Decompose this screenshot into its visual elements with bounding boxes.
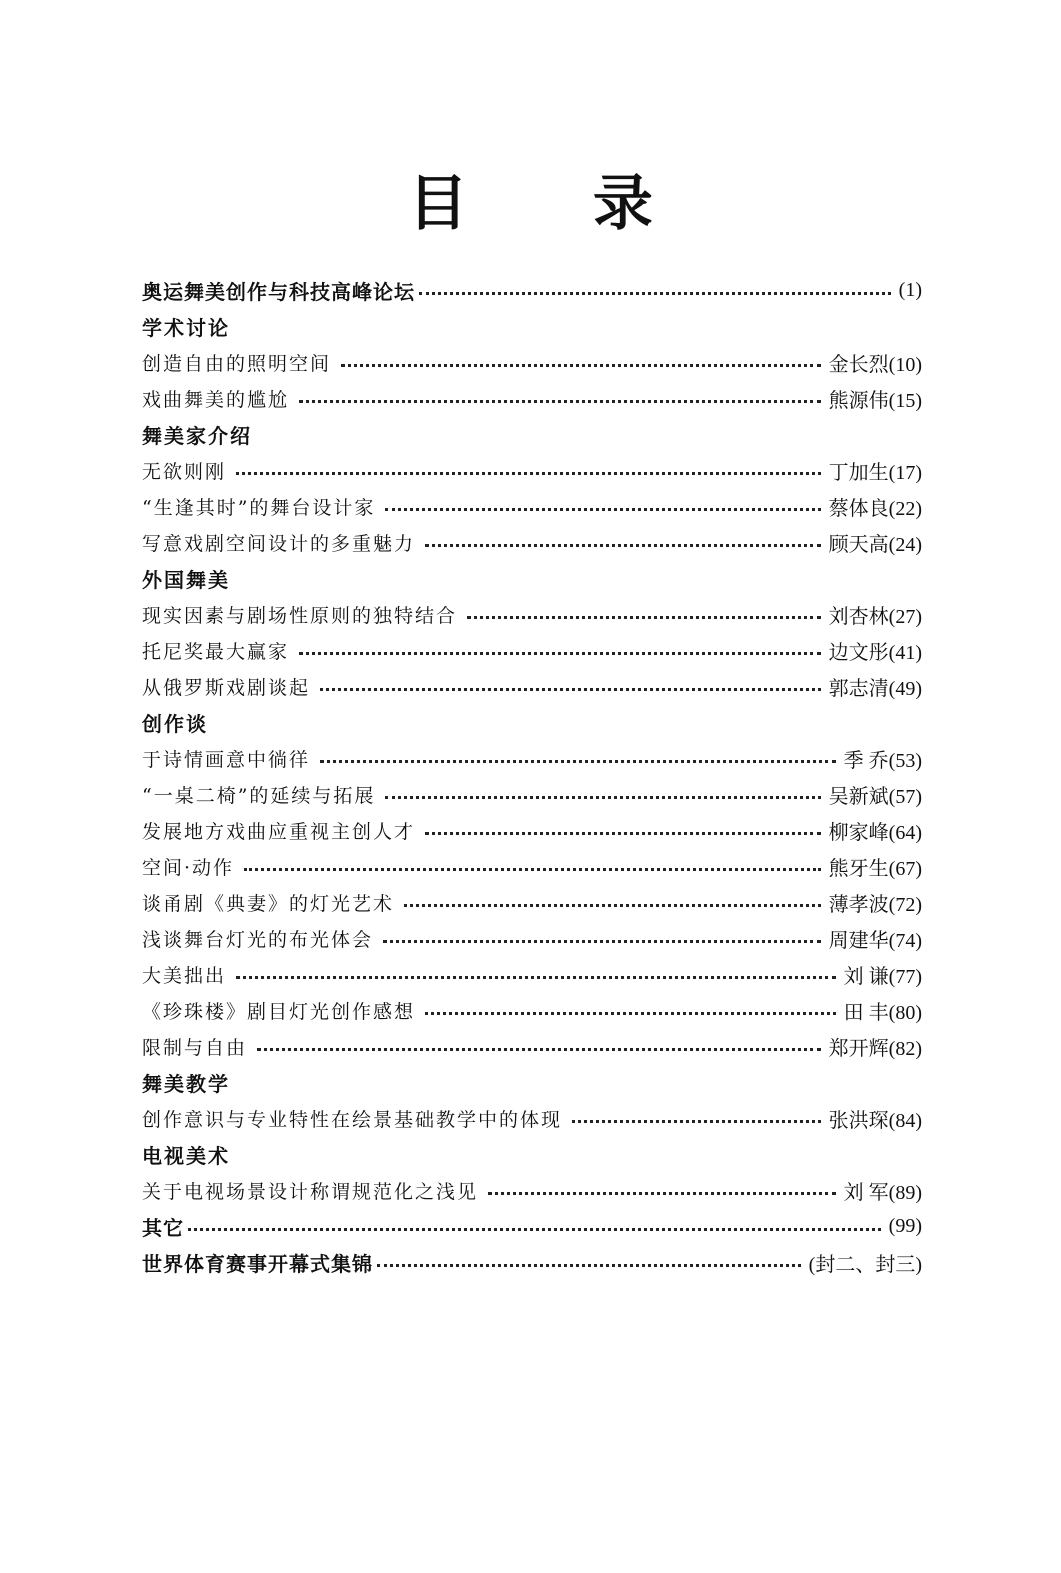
toc-entry bbox=[142, 272, 922, 308]
entry-title: “生逢其时”的舞台设计家 bbox=[142, 496, 376, 519]
toc-section-heading bbox=[142, 416, 922, 452]
toc-entry bbox=[142, 992, 922, 1028]
entry-title: 托尼奖最大赢家 bbox=[142, 640, 290, 663]
entry-title: 关于电视场景设计称谓规范化之浅见 bbox=[142, 1180, 479, 1203]
entry-author-page: 郑开辉(82) bbox=[828, 1037, 922, 1060]
dot-leader bbox=[188, 1208, 881, 1231]
entry-title: 创作意识与专业特性在绘景基础教学中的体现 bbox=[142, 1108, 563, 1131]
page-title: 目 录 bbox=[408, 169, 705, 239]
toc-entry bbox=[142, 1028, 922, 1064]
entry-title: 限制与自由 bbox=[142, 1036, 248, 1059]
toc-section-heading bbox=[142, 560, 922, 596]
toc-entry bbox=[142, 524, 922, 560]
section-title: 舞美家介绍 bbox=[142, 423, 252, 448]
entry-author-page: 熊源伟(15) bbox=[828, 389, 922, 412]
entry-title: 于诗情画意中徜徉 bbox=[142, 748, 311, 771]
toc-section-heading bbox=[142, 1136, 922, 1172]
section-title: 创作谈 bbox=[142, 711, 208, 736]
dot-leader bbox=[320, 740, 836, 763]
dot-leader bbox=[572, 1100, 821, 1123]
entry-author-page: 金长烈(10) bbox=[828, 353, 922, 376]
dot-leader bbox=[299, 380, 821, 403]
toc-section-heading bbox=[142, 308, 922, 344]
toc-entry bbox=[142, 380, 922, 416]
dot-leader bbox=[425, 812, 821, 835]
entry-author-page: 边文彤(41) bbox=[828, 641, 922, 664]
dot-leader bbox=[425, 524, 821, 547]
toc-section-heading bbox=[142, 704, 922, 740]
dot-leader bbox=[383, 920, 821, 943]
toc-entry bbox=[142, 488, 922, 524]
dot-leader bbox=[488, 1172, 836, 1195]
entry-title: 世界体育赛事开幕式集锦 bbox=[142, 1251, 373, 1276]
entry-author-page: 熊牙生(67) bbox=[828, 857, 922, 880]
toc-entry bbox=[142, 920, 922, 956]
dot-leader bbox=[257, 1028, 821, 1051]
entry-title: 发展地方戏曲应重视主创人才 bbox=[142, 820, 416, 843]
dot-leader bbox=[244, 848, 821, 871]
entry-title: 其它 bbox=[142, 1215, 184, 1240]
dot-leader bbox=[419, 272, 891, 295]
toc-entry bbox=[142, 776, 922, 812]
entry-title: 戏曲舞美的尴尬 bbox=[142, 388, 290, 411]
dot-leader bbox=[236, 956, 836, 979]
dot-leader bbox=[377, 1244, 801, 1267]
dot-leader bbox=[385, 776, 820, 799]
entry-author-page: 刘 军(89) bbox=[843, 1181, 922, 1204]
entry-author-page: 吴新斌(57) bbox=[828, 785, 922, 808]
dot-leader bbox=[467, 596, 821, 619]
toc-entry bbox=[142, 1172, 922, 1208]
entry-author-page: (1) bbox=[898, 278, 922, 301]
section-title: 外国舞美 bbox=[142, 567, 230, 592]
dot-leader bbox=[341, 344, 821, 367]
entry-author-page: 周建华(74) bbox=[828, 929, 922, 952]
toc-entry bbox=[142, 812, 922, 848]
entry-author-page: 顾天高(24) bbox=[828, 533, 922, 556]
entry-author-page: 刘杏林(27) bbox=[828, 605, 922, 628]
dot-leader bbox=[425, 992, 836, 1015]
entry-author-page: (封二、封三) bbox=[808, 1253, 922, 1276]
toc-entry bbox=[142, 956, 922, 992]
entry-author-page: (99) bbox=[888, 1214, 922, 1237]
dot-leader bbox=[236, 452, 821, 475]
toc-entry bbox=[142, 668, 922, 704]
toc-section-heading bbox=[142, 1064, 922, 1100]
entry-title: 大美拙出 bbox=[142, 964, 227, 987]
toc-entry bbox=[142, 848, 922, 884]
entry-title: 写意戏剧空间设计的多重魅力 bbox=[142, 532, 416, 555]
entry-author-page: 柳家峰(64) bbox=[828, 821, 922, 844]
entry-title: 无欲则刚 bbox=[142, 460, 227, 483]
entry-author-page: 蔡体良(22) bbox=[828, 497, 922, 520]
entry-title: 空间·动作 bbox=[142, 856, 235, 879]
toc-entry bbox=[142, 344, 922, 380]
entry-title: 谈甬剧《典妻》的灯光艺术 bbox=[142, 892, 395, 915]
dot-leader bbox=[299, 632, 821, 655]
section-title: 舞美教学 bbox=[142, 1071, 230, 1096]
toc-entry bbox=[142, 596, 922, 632]
entry-title: 创造自由的照明空间 bbox=[142, 352, 332, 375]
entry-title: 现实因素与剧场性原则的独特结合 bbox=[142, 604, 458, 627]
entry-author-page: 丁加生(17) bbox=[828, 461, 922, 484]
toc-entry bbox=[142, 632, 922, 668]
entry-author-page: 季 乔(53) bbox=[843, 749, 922, 772]
entry-author-page: 薄孝波(72) bbox=[828, 893, 922, 916]
toc-entry bbox=[142, 1100, 922, 1136]
table-of-contents bbox=[142, 272, 922, 1280]
entry-author-page: 刘 谦(77) bbox=[843, 965, 922, 988]
dot-leader bbox=[385, 488, 820, 511]
entry-author-page: 田 丰(80) bbox=[843, 1001, 922, 1024]
toc-entry bbox=[142, 1244, 922, 1280]
entry-title: 《珍珠楼》剧目灯光创作感想 bbox=[142, 1000, 416, 1023]
section-title: 电视美术 bbox=[142, 1143, 230, 1168]
toc-entry bbox=[142, 884, 922, 920]
toc-entry bbox=[142, 452, 922, 488]
section-title: 学术讨论 bbox=[142, 315, 230, 340]
entry-title: 从俄罗斯戏剧谈起 bbox=[142, 676, 311, 699]
entry-title: 奥运舞美创作与科技高峰论坛 bbox=[142, 279, 415, 304]
toc-entry bbox=[142, 1208, 922, 1244]
entry-author-page: 张洪琛(84) bbox=[828, 1109, 922, 1132]
dot-leader bbox=[404, 884, 821, 907]
toc-entry bbox=[142, 740, 922, 776]
entry-title: “一桌二椅”的延续与拓展 bbox=[142, 784, 376, 807]
entry-title: 浅谈舞台灯光的布光体会 bbox=[142, 928, 374, 951]
dot-leader bbox=[320, 668, 821, 691]
entry-author-page: 郭志清(49) bbox=[828, 677, 922, 700]
